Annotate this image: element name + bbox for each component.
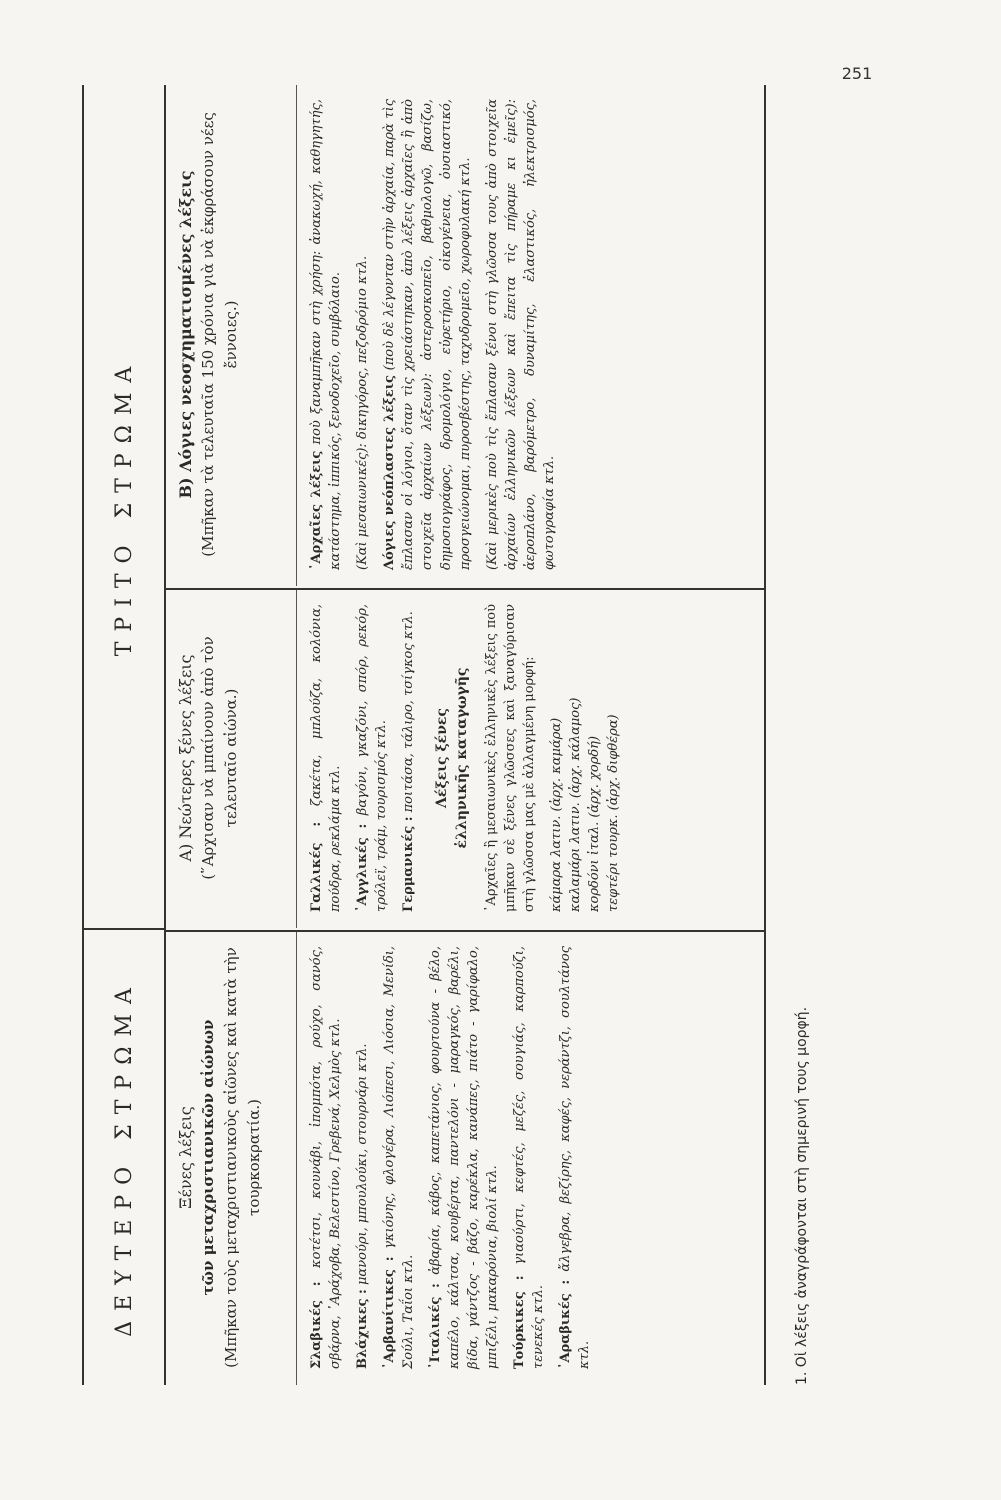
- section-b-heading: [174, 99, 296, 570]
- entry-text: ποὺ ξαναμπῆκαν στὴ χρήση: ἀνακωχή, καθηγητής, κατάστημα, ἱππικός, ξενοδοχεῖο, συμβόλαιο.: [309, 99, 343, 570]
- entry-label: Σλαβικές :: [309, 1281, 324, 1369]
- entry-text: κοτέτσι, κουνάβι, ἰπομπότα, ρούχο, σανός, σβάρνα, ᾿Αράχοβα, Βελεστίνο, Γρεβενά, Χελμὸς κτλ.: [309, 945, 343, 1369]
- page-number: 251: [841, 64, 873, 83]
- entry-arabic: [556, 946, 594, 1369]
- entry-text: ζακέτα, μπλούζα, κολόνια, πούδρα, ρεκλάμα κτλ.: [309, 604, 343, 912]
- entry-label: Λόγιες νεόπλαστες λέξεις: [382, 375, 397, 570]
- entry-label: Γαλλικές :: [309, 821, 324, 912]
- subheading-line1: Λέξεις ξένες: [434, 708, 450, 808]
- entry-label: ᾿Αρχαῖες λέξεις: [309, 450, 324, 570]
- divider: [296, 85, 297, 586]
- subheading-line2: ἑλληνικῆς καταγωγῆς: [454, 667, 470, 849]
- entry-french: [307, 604, 345, 912]
- entry-label: ᾿Ιταλικές :: [428, 1283, 443, 1369]
- entry-arvanitic: [380, 946, 418, 1369]
- third-stratum-section-a: [166, 588, 764, 928]
- section-a-note: (῞Αρχισαν νὰ μπαίνουν ἀπὸ τὸν τελευταῖο αἰώνα.): [199, 636, 240, 880]
- entry-label: ᾿Αραβικές :: [558, 1279, 573, 1369]
- example-line: κορδόνι ἰταλ. (ἀρχ. χορδή): [587, 735, 602, 912]
- section-b-note: (Μπῆκαν τὰ τελευταῖα 150 χρόνια γιὰ νὰ ἐκφράσουν νέες ἔννοιες.): [199, 112, 240, 557]
- entry-learned-coinages: [380, 99, 475, 570]
- entry-label: Τούρκικες :: [512, 1275, 527, 1369]
- heading-note: (Μπῆκαν τοὺς μεταχριστιανικοὺς αἰῶνες καὶ κατὰ τὴν τουρκοκρατία.): [222, 947, 263, 1368]
- section-b-title: Β) Λόγιες νεοσχηματισμένες λέξεις: [176, 170, 195, 499]
- entry-text: ποιτάσα, τάλιρο, τσίγκος κτλ.: [401, 611, 416, 813]
- example-line: κάμαρα λατιν. (ἀρχ. καμάρα): [549, 717, 564, 912]
- footnote: 1. Οἱ λέξεις ἀναγράφονται στὴ σημερινή τους μορφή.: [794, 1006, 810, 1385]
- entry-label: Γερμανικές :: [401, 816, 416, 912]
- entry-text: ἀβαρία, κάβος, καπετάνιος, φουρτούνα - βέλο, καπέλο, κάλτσα, κουβέρτα, παντελόνι - μαραγκός, βαρέλι, βίδα, γάντζος - βάζο, καρέκλα, κανάπες, πιάτο - γαρίφαλο, μπιζέλι, μακαρόνια, βιολί κτλ.: [428, 945, 500, 1369]
- entry-label: (Καὶ μεσαιωνικές):: [355, 443, 370, 570]
- entry-foreign-coinages: [483, 99, 559, 570]
- entry-label: (Καὶ μερικὲς: [485, 483, 500, 570]
- foreign-words-heading: [174, 946, 296, 1369]
- entry-label: ᾿Αγγλικές :: [355, 823, 370, 912]
- example-line: τεφτέρι τουρκ. (ἀρχ. διφθέρα): [606, 714, 621, 912]
- example-line: καλαμάρι λατιν. (ἀρχ. κάλαμος): [568, 697, 583, 912]
- loanword-explanation: ᾿Αρχαῖες ἢ μεσαιωνικὲς ἑλληνικὲς λέξεις ποὺ μπῆκαν σὲ ξένες γλῶσσες καὶ ξαναγύρισαν στὴ γλῶσσα μας μὲ ἀλλαγμένη μορφή:: [484, 604, 537, 912]
- entry-text: γκιόνης, φλογέρα, Λιόπεσι, Λιόσια, Μενίδι, Σούλι, Ταΐοι κτλ.: [382, 946, 416, 1369]
- entry-slavic: [307, 946, 345, 1369]
- second-stratum-column: [166, 930, 764, 1385]
- divider: [296, 590, 297, 928]
- entry-medieval-words: [353, 99, 372, 570]
- rotated-page-content: [82, 85, 852, 1385]
- entry-italian: [426, 946, 502, 1369]
- entry-text: μανούρι, μπουλούκι, στουρνάρι κτλ.: [355, 1043, 370, 1286]
- entry-text: βαγόνι, γκαζόνι, σπόρ, ρεκόρ, τρόλεϊ, τράμ, τουρισμός κτλ.: [355, 603, 389, 912]
- section-a-heading: [174, 604, 296, 912]
- entry-text: γιαούρτι, κεφτές, μεζές, σουγιάς, καρπούζι, τενεκές κτλ.: [512, 946, 546, 1369]
- entry-vlach: [353, 946, 372, 1369]
- entry-ancient-words: [307, 99, 345, 570]
- entry-text: (ποὺ δὲ λέγονταν στὴν ἀρχαία, παρὰ τὶς ἔπλασαν οἱ λόγιοι, ὅταν τὶς χρειάστηκαν, ἀπὸ λέξεις ἀρχαῖες ἢ ἀπὸ στοιχεῖα ἀρχαίων λέξεων): ἀστεροσκοπεῖο, βαθμολογῶ, βασίζω, δημοσιογράφος, δρομολόγιο, εὑρετήριο, οἰκογένεια, ὀυσιαστικό, προσγειώνομαι, πυροσβέστης, ταχυδρομεῖο, χωροφυλακή κτλ.: [382, 99, 473, 570]
- entry-text: ἄλγεβρα, βεζίρης, καφές, νεράντζι, σουλτάνος κτλ.: [558, 945, 592, 1369]
- section-a-title: Α) Νεώτερες ξένες λέξεις: [176, 654, 195, 862]
- third-stratum-title: ΤΡΙΤΟ ΣΤΡΩΜΑ: [84, 85, 166, 928]
- subheading: [432, 604, 472, 912]
- entry-english: [353, 604, 391, 912]
- entry-turkish: [510, 946, 548, 1369]
- entry-german: [399, 604, 418, 912]
- third-stratum-section-b: [166, 85, 764, 586]
- second-stratum-title: ΔΕΥΤΕΡΟ ΣΤΡΩΜΑ: [84, 928, 166, 1385]
- strata-table: [82, 85, 766, 1385]
- entry-text: δικηγόρος, πεζοδρόμιο κτλ.: [355, 255, 370, 440]
- heading-line2: τῶν μεταχριστιανικῶν αἰώνων: [199, 1019, 217, 1296]
- heading-line1: Ξένες λέξεις: [176, 1106, 195, 1209]
- entry-label: ᾿Αρβανίτικες :: [382, 1256, 397, 1369]
- divider: [296, 932, 297, 1385]
- entry-label: Βλάχικες :: [355, 1289, 370, 1369]
- entry-text: ποὺ τὶς ἔπλασαν ξένοι στὴ γλῶσσα τους ἀπὸ στοιχεῖα ἀρχαίων ἑλληνικῶν λέξεων καὶ ἔπειτα τὶς πήραμε κι ἐμεῖς): ἀεροπλάνο, βαρόμετρο, δυναμίτης, ἐλαστικός, ἠλεκτρισμός, φωτογραφία κτλ.: [485, 99, 557, 570]
